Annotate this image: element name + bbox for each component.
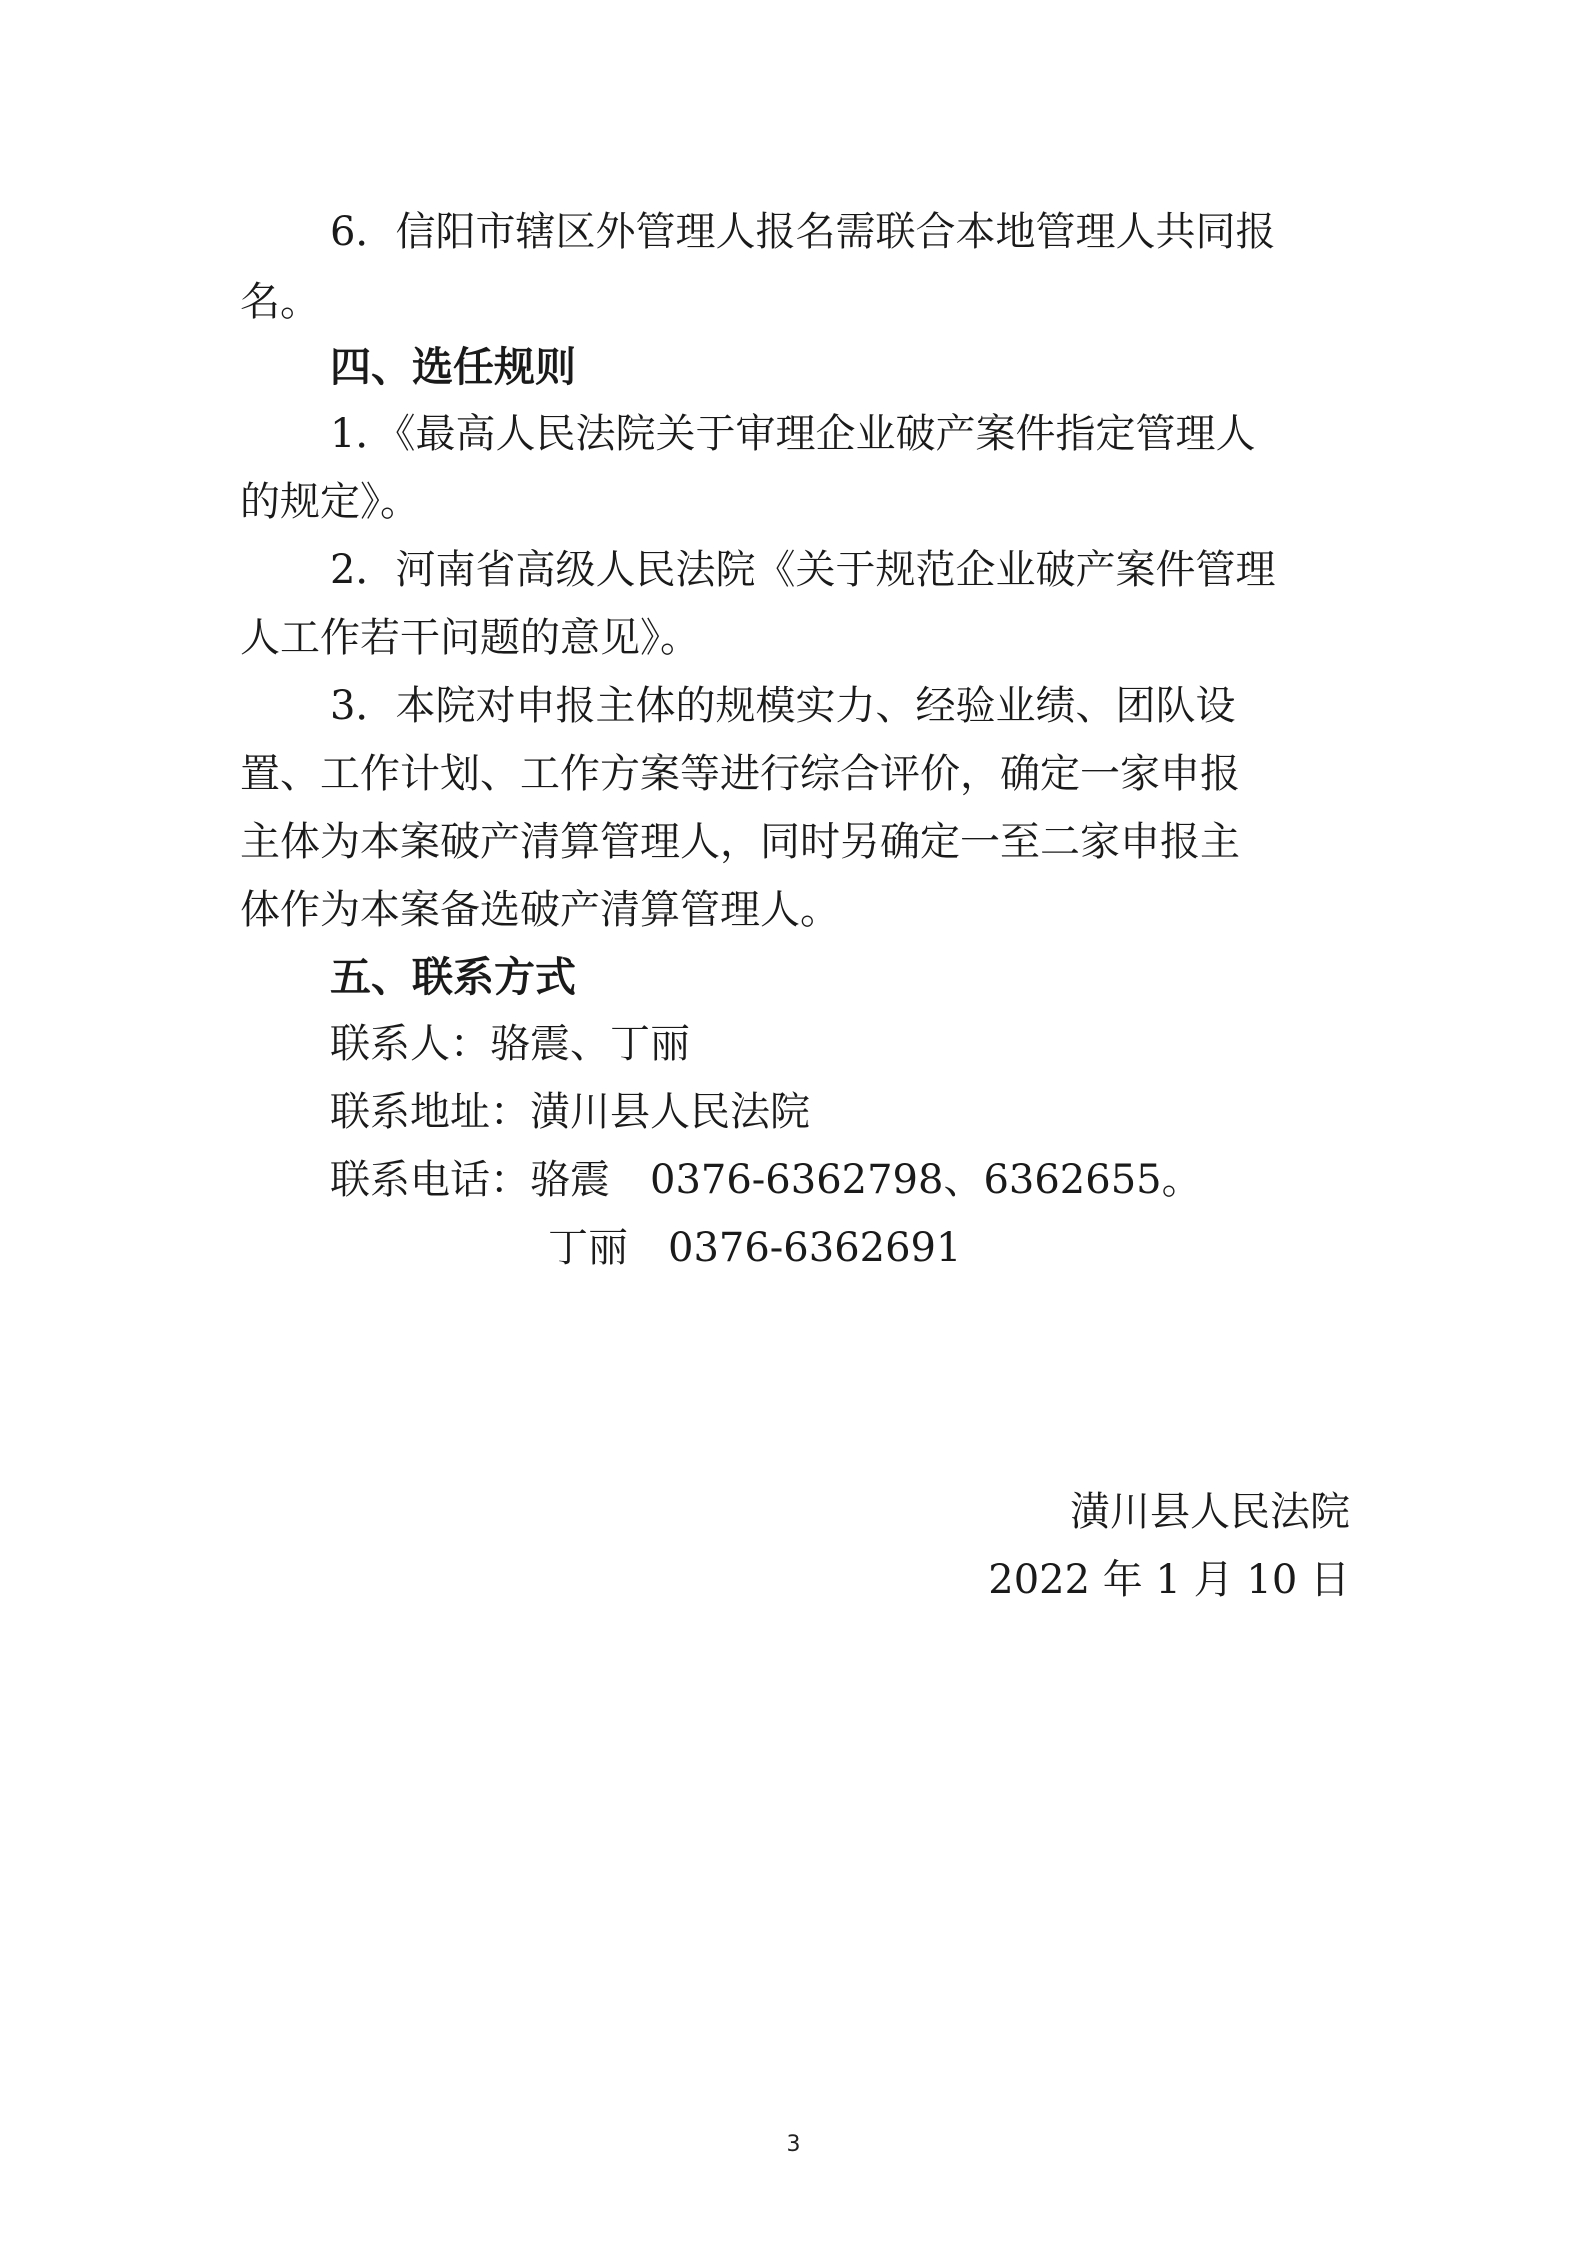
signature-court: 潢川县人民法院 [1070, 1489, 1350, 1535]
contact-phone-line2: 丁丽 0376-6362691 [548, 1225, 962, 1271]
page-number: 3 [786, 2132, 801, 2157]
rule3-line2: 置、工作计划、工作方案等进行综合评价，确定一家申报 [240, 751, 1240, 797]
contact-heading: 五、联系方式 [330, 953, 576, 1001]
contact-person: 联系人：骆震、丁丽 [330, 1021, 690, 1067]
selection-rules-heading: 四、选任规则 [330, 343, 576, 391]
contact-phone-line1: 联系电话：骆震 0376-6362798、6362655。 [330, 1157, 1202, 1203]
contact-address: 联系地址：潢川县人民法院 [330, 1089, 810, 1135]
rule1-line2: 的规定》。 [240, 479, 420, 525]
rule2-line1: 2．河南省高级人民法院《关于规范企业破产案件管理 [330, 547, 1276, 593]
rule3-line4: 体作为本案备选破产清算管理人。 [240, 887, 840, 933]
rule3-line1: 3．本院对申报主体的规模实力、经验业绩、团队设 [330, 683, 1236, 729]
signature-date: 2022 年 1 月 10 日 [988, 1557, 1350, 1603]
rule2-line2: 人工作若干问题的意见》。 [240, 615, 700, 661]
rule3-line3: 主体为本案破产清算管理人，同时另确定一至二家申报主 [240, 819, 1240, 865]
rule1-line1: 1．《最高人民法院关于审理企业破产案件指定管理人 [330, 411, 1256, 457]
item6-line2: 名。 [240, 279, 320, 325]
item6-line1: 6．信阳市辖区外管理人报名需联合本地管理人共同报 [330, 209, 1276, 255]
